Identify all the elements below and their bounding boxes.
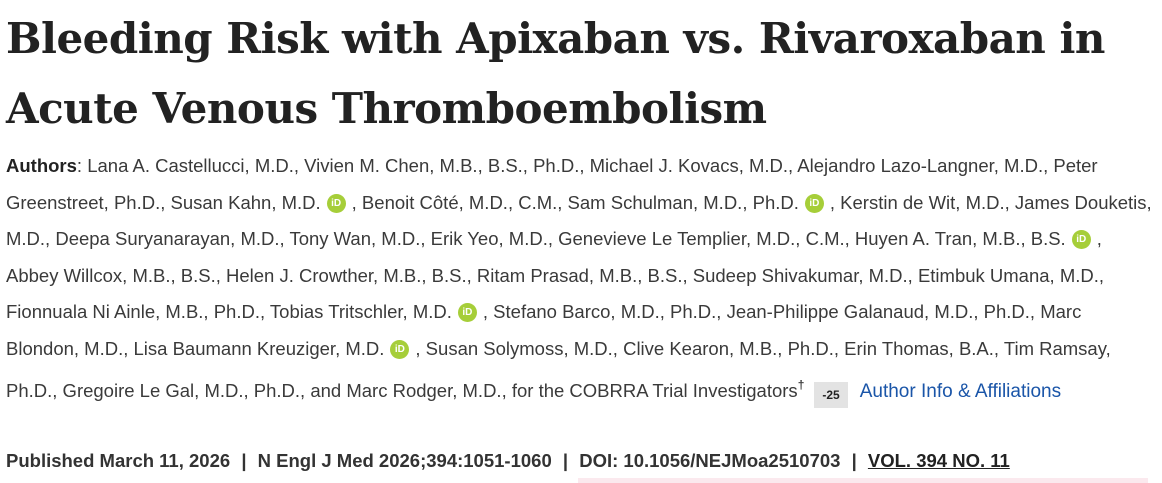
author-list [6, 148, 1156, 411]
orcid-icon[interactable]: iD [390, 340, 409, 359]
separator: | [241, 450, 247, 471]
author-names-3: , Kerstin de Wit, M.D., James Douketis, M.D., Deepa Suryanarayan, M.D., Tony Wan, M.D., Erik Yeo, M.D., Genevieve Le Templier, M.D., C.M., Huyen A. Tran, M.B., B.S. [6, 191, 1152, 249]
article-title: Bleeding Risk with Apixaban vs. Rivaroxaban in Acute Venous Thromboembolism [6, 14, 1105, 133]
orcid-icon[interactable]: iD [1072, 230, 1091, 249]
orcid-icon[interactable]: iD [327, 194, 346, 213]
more-authors-badge[interactable]: -25 [814, 382, 847, 408]
publication-info [6, 450, 1010, 472]
author-info-affiliations-link[interactable]: Author Info & Affiliations [859, 381, 1062, 402]
author-names-4: , Abbey Willcox, M.B., B.S., Helen J. Crowther, M.B., B.S., Ritam Prasad, M.B., B.S., Sudeep Shivakumar, M.D., Etimbuk Umana, M.D., Fionnuala Ni Ainle, M.B., Ph.D., Tobias Tritschler, M.D. [6, 228, 1105, 322]
orcid-icon[interactable]: iD [458, 303, 477, 322]
author-names-2: , Benoit Côté, M.D., C.M., Sam Schulman, M.D., Ph.D. [351, 191, 799, 213]
journal-citation: N Engl J Med 2026;394:1051-1060 [257, 450, 552, 471]
published-date: Published March 11, 2026 [6, 450, 231, 471]
doi: DOI: 10.1056/NEJMoa2510703 [579, 450, 841, 471]
authors-label: Authors [6, 155, 77, 176]
separator: | [851, 450, 857, 471]
author-names-1: : Lana A. Castellucci, M.D., Vivien M. Chen, M.B., B.S., Ph.D., Michael J. Kovacs, M.D., Alejandro Lazo-Langner, M.D., Peter Greenstreet, Ph.D., Susan Kahn, M.D. [6, 155, 1098, 213]
highlight-bar [578, 478, 1148, 483]
separator: | [562, 450, 569, 471]
volume-issue-link[interactable]: VOL. 394 NO. 11 [867, 450, 1010, 471]
dagger-footnote-mark[interactable]: † [797, 378, 805, 392]
orcid-icon[interactable]: iD [805, 194, 824, 213]
author-names-5: , Stefano Barco, M.D., Ph.D., Jean-Philippe Galanaud, M.D., Ph.D., Marc Blondon, M.D., Lisa Baumann Kreuziger, M.D. [6, 301, 1082, 359]
author-names-6: , Susan Solymoss, M.D., Clive Kearon, M.B., Ph.D., Erin Thomas, B.A., Tim Ramsay, Ph.D., Gregoire Le Gal, M.D., Ph.D., and Marc Rodger, M.D., for the COBRRA Trial Investigators [6, 337, 1111, 401]
